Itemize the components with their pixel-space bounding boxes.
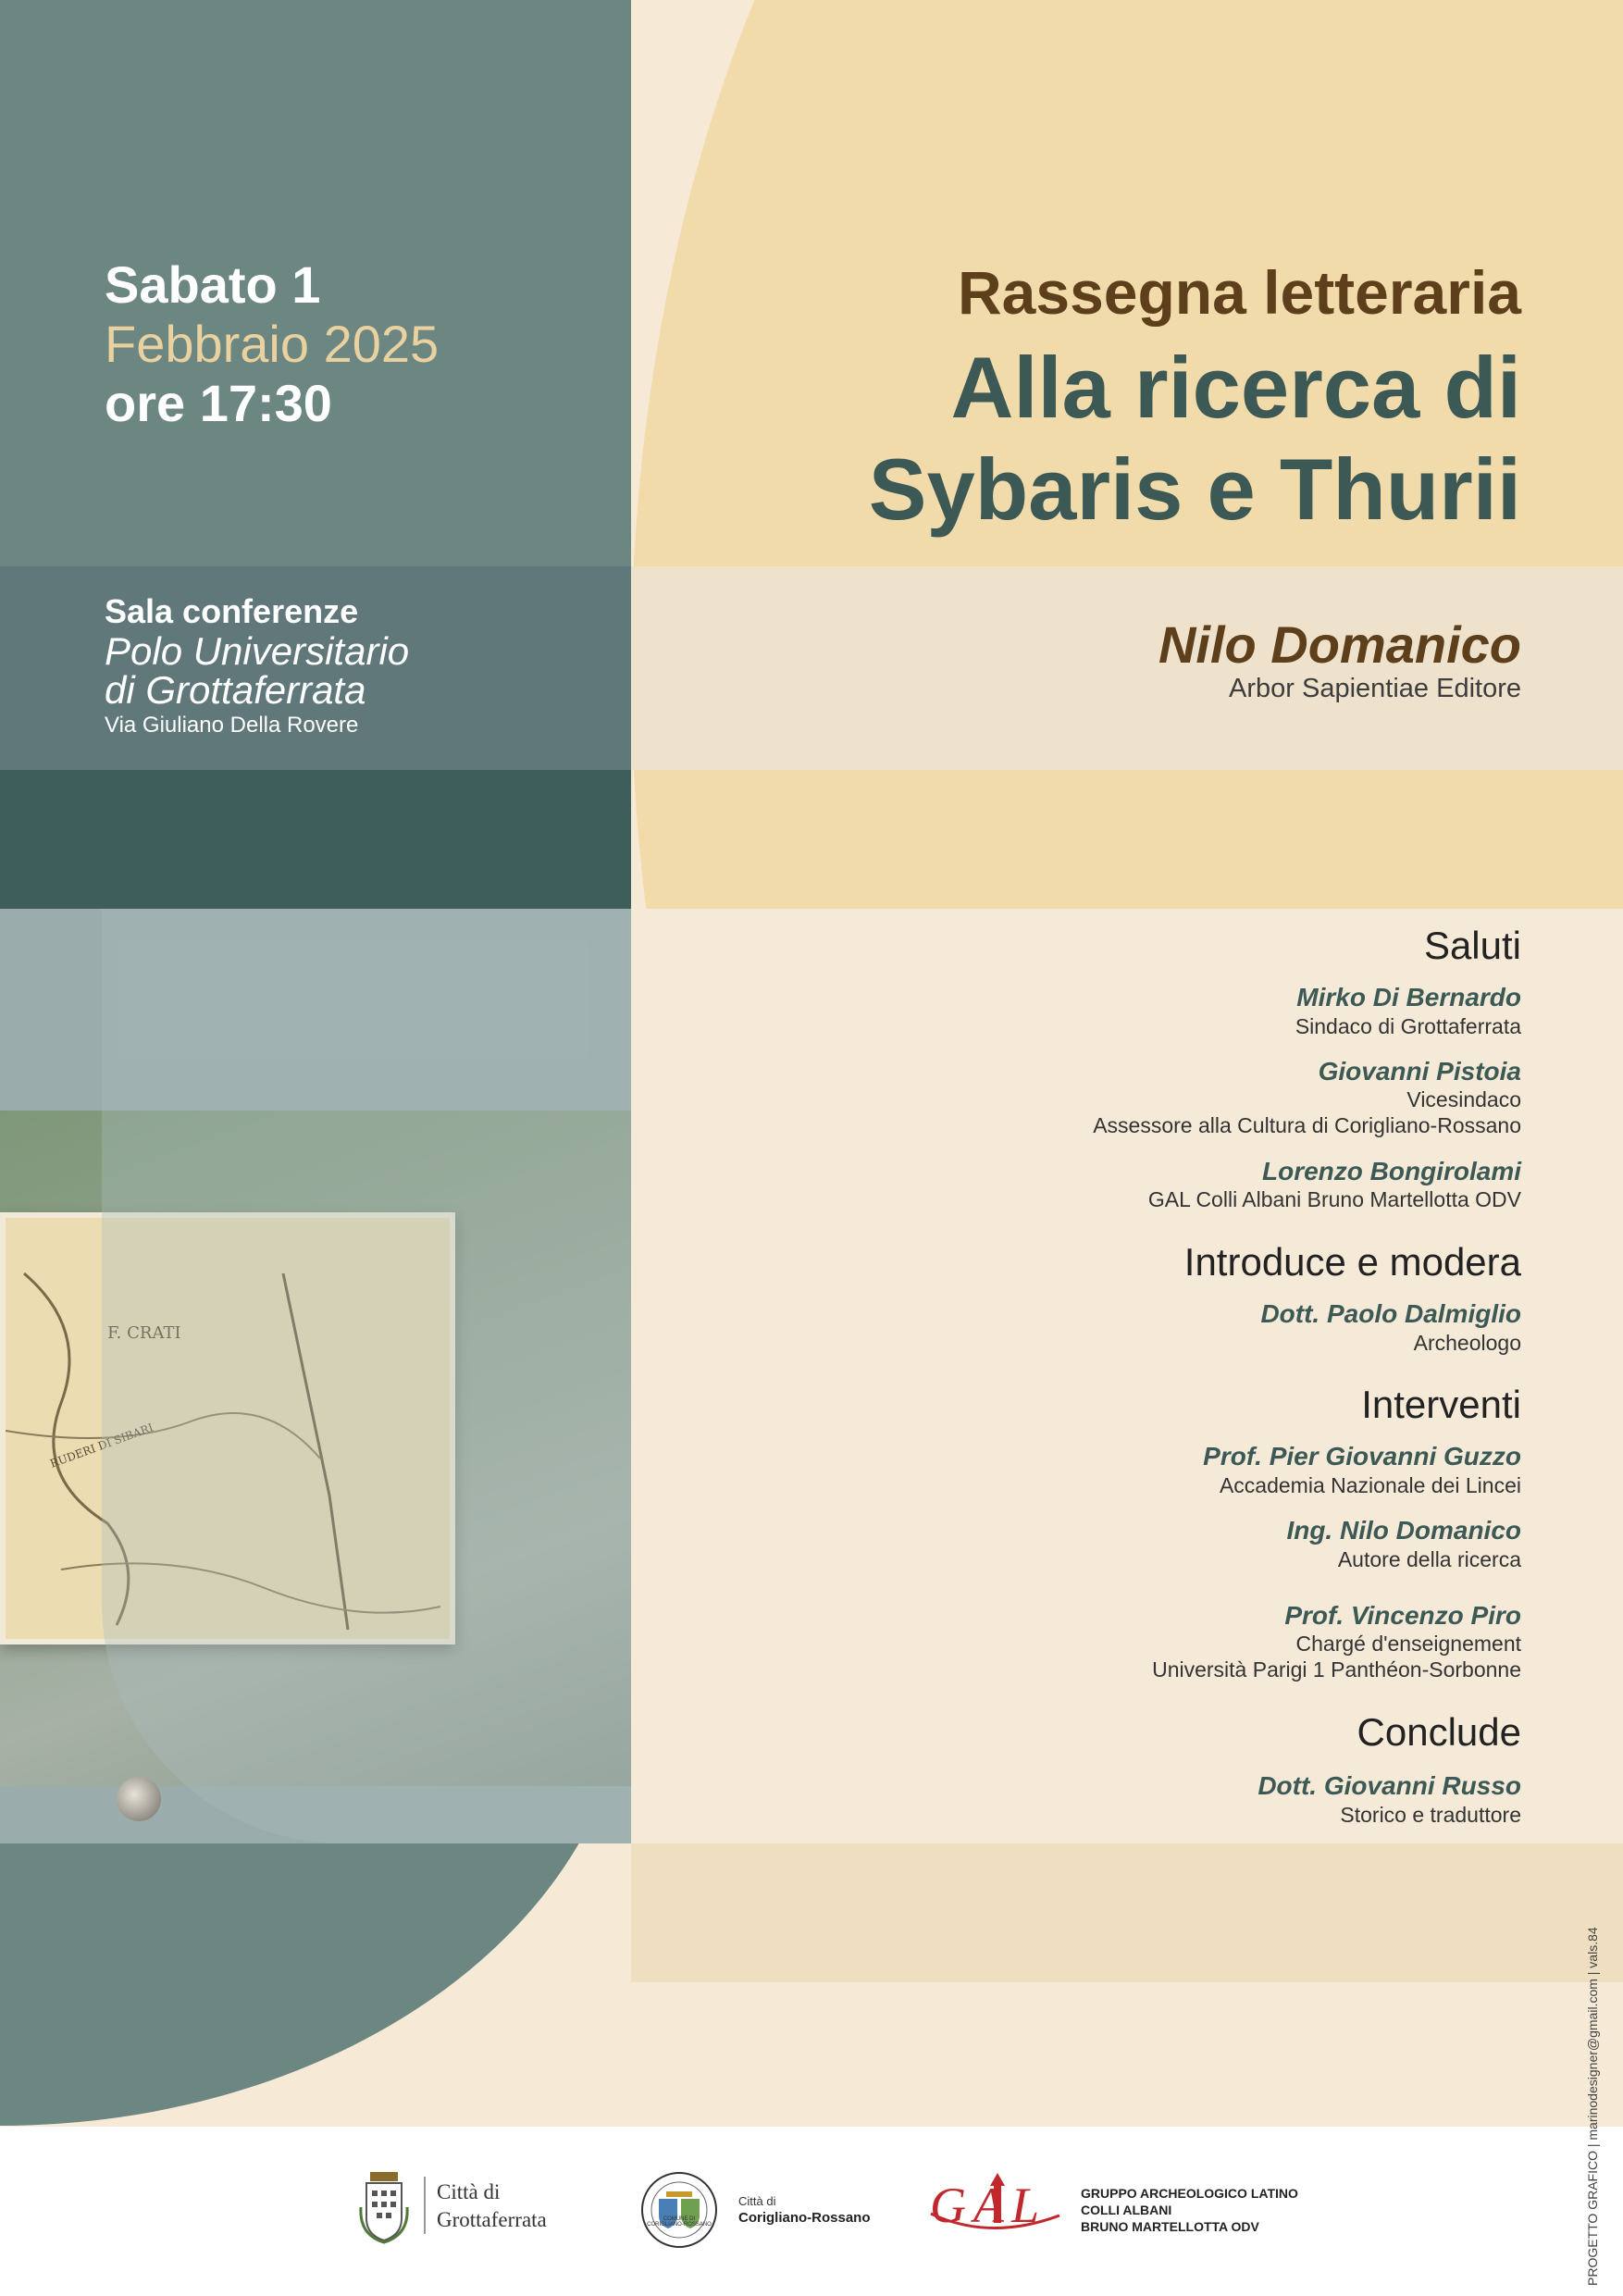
speaker-name: Lorenzo Bongirolami: [1262, 1157, 1521, 1185]
section-heading-modera: Introduce e modera: [1183, 1240, 1521, 1284]
photo-overlay: [102, 909, 631, 1843]
grottaferrata-crest-icon: [359, 2170, 409, 2244]
speaker-name: Giovanni Pistoia: [1318, 1057, 1521, 1086]
section-heading-conclude: Conclude: [1357, 1710, 1521, 1754]
venue-place-line1: Polo Universitario: [105, 629, 410, 673]
speaker-role: Sindaco di Grottaferrata: [1295, 1014, 1521, 1038]
speaker-role: GAL Colli Albani Bruno Martellotta ODV: [1147, 1187, 1521, 1211]
publisher: Arbor Sapientiae Editore: [1229, 674, 1521, 703]
logo-gal-line3: BRUNO MARTELLOTTA ODV: [1081, 2219, 1259, 2234]
gal-logo-mark: GAL: [930, 2178, 1047, 2233]
logo-corigliano-seal-text: COMUNE DI CORIGLIANO-ROSSANO: [647, 2216, 712, 2228]
speaker-name: Dott. Paolo Dalmiglio: [1260, 1299, 1521, 1328]
map-label-ruins: RUDERI DI SIBARI: [48, 1421, 155, 1471]
corigliano-rossano-seal-icon: [640, 2171, 718, 2249]
logo-corigliano-line2: Corigliano-Rossano: [738, 2210, 871, 2226]
speaker-role: Assessore alla Cultura di Corigliano-Rossano: [1093, 1113, 1521, 1137]
speaker-name: Prof. Vincenzo Piro: [1284, 1601, 1521, 1630]
map-label-river: F. CRATI: [107, 1323, 181, 1343]
event-day: Sabato 1: [105, 255, 321, 314]
logo-divider: [424, 2177, 426, 2234]
venue-place-line2: di Grottaferrata: [105, 668, 366, 712]
logo-grottaferrata-line1: Città di: [437, 2180, 501, 2203]
speaker-role: Autore della ricerca: [1337, 1547, 1521, 1571]
speaker-role: Università Parigi 1 Panthéon-Sorbonne: [1152, 1657, 1521, 1682]
speaker-role: Archeologo: [1413, 1331, 1521, 1355]
speaker-role: Chargé d'enseignement: [1295, 1632, 1521, 1656]
speaker-role: Accademia Nazionale dei Lincei: [1219, 1473, 1521, 1497]
speaker-name: Ing. Nilo Domanico: [1286, 1516, 1521, 1545]
section-heading-saluti: Saluti: [1423, 924, 1521, 967]
speaker-name: Mirko Di Bernardo: [1296, 983, 1521, 1011]
venue-address: Via Giuliano Della Rovere: [105, 713, 359, 738]
logo-grottaferrata-line2: Grottaferrata: [437, 2208, 547, 2231]
logo-gal-line2: COLLI ALBANI: [1081, 2203, 1172, 2217]
program-background-lower: [631, 1843, 1623, 1982]
speaker-role: Vicesindaco: [1406, 1087, 1521, 1111]
coin-image: [117, 1777, 161, 1821]
logo-corigliano-line1: Città di: [738, 2194, 776, 2208]
book-title-line1: Alla ricerca di: [950, 339, 1521, 436]
program-background: [631, 909, 1623, 1843]
series-title: Rassegna letteraria: [958, 258, 1521, 327]
section-heading-interventi: Interventi: [1361, 1383, 1521, 1426]
logo-gal-line1: GRUPPO ARCHEOLOGICO LATINO: [1081, 2186, 1298, 2201]
venue-hall: Sala conferenze: [105, 592, 359, 630]
speaker-role: Storico e traduttore: [1340, 1803, 1521, 1827]
event-month-year: Febbraio 2025: [105, 315, 440, 373]
dark-strip: [0, 770, 631, 909]
speaker-name: Dott. Giovanni Russo: [1258, 1771, 1521, 1800]
design-credit: PROGETTO GRAFICO | marinodesigner@gmail.com | vals.84: [1585, 1927, 1600, 2286]
speaker-name: Prof. Pier Giovanni Guzzo: [1203, 1442, 1521, 1471]
book-title-line2: Sybaris e Thurii: [868, 441, 1521, 538]
event-time: ore 17:30: [105, 374, 332, 432]
author-name: Nilo Domanico: [1158, 615, 1521, 674]
